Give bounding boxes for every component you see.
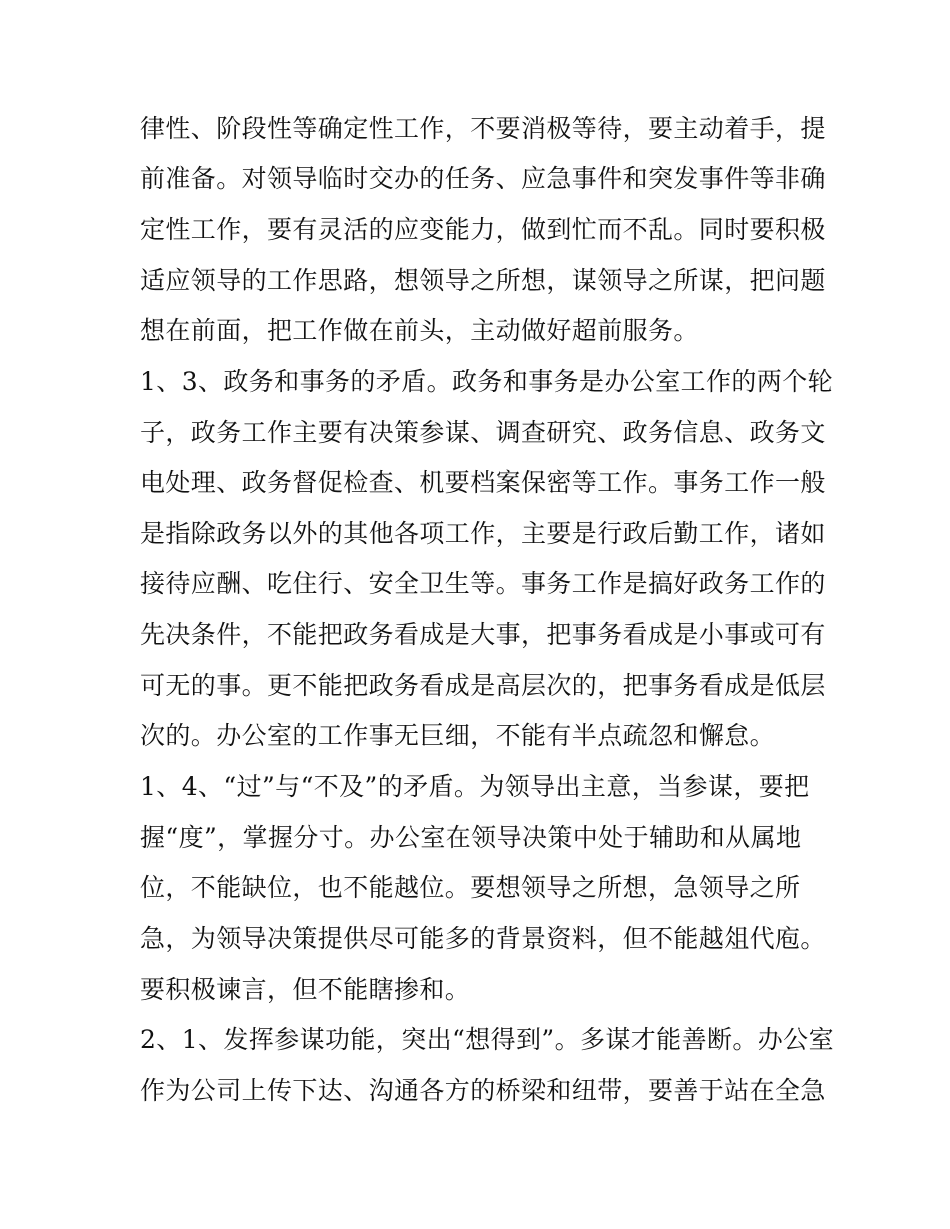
text-line-10: 接待应酬、吃住行、安全卫生等。事务工作是搞好政务工作的 xyxy=(140,569,826,598)
text-line-19: 2、1、发挥参谋功能，突出“想得到”。多谋才能善断。办公室 xyxy=(140,1025,834,1054)
text-line-18: 要积极谏言，但不能瞎掺和。 xyxy=(140,975,471,1004)
text-line-8: 电处理、政务督促检查、机要档案保密等工作。事务工作一般 xyxy=(140,468,826,497)
text-line-14: 1、4、“过”与“不及”的矛盾。为领导出主意，当参谋，要把 xyxy=(140,772,810,801)
text-line-17: 急，为领导决策提供尽可能多的背景资料，但不能越俎代庖。 xyxy=(140,924,826,953)
text-line-12: 可无的事。更不能把政务看成是高层次的，把事务看成是低层 xyxy=(140,671,826,700)
text-line-15: 握“度”，掌握分寸。办公室在领导决策中处于辅助和从属地 xyxy=(140,823,802,852)
text-line-4: 适应领导的工作思路，想领导之所想，谋领导之所谋，把问题 xyxy=(140,266,826,295)
text-line-16: 位，不能缺位，也不能越位。要想领导之所想，急领导之所 xyxy=(140,873,801,902)
text-line-2: 前准备。对领导临时交办的任务、应急事件和突发事件等非确 xyxy=(140,164,826,193)
text-line-6: 1、3、政务和事务的矛盾。政务和事务是办公室工作的两个轮 xyxy=(140,367,834,396)
text-line-11: 先决条件，不能把政务看成是大事，把事务看成是小事或可有 xyxy=(140,620,826,649)
text-line-20: 作为公司上传下达、沟通各方的桥梁和纽带，要善于站在全急 xyxy=(140,1076,826,1105)
text-line-1: 律性、阶段性等确定性工作，不要消极等待，要主动着手，提 xyxy=(140,114,826,143)
text-line-13: 次的。办公室的工作事无巨细，不能有半点疏忽和懈怠。 xyxy=(140,721,776,750)
text-line-5: 想在前面，把工作做在前头，主动做好超前服务。 xyxy=(140,316,699,345)
text-line-7: 子，政务工作主要有决策参谋、调查研究、政务信息、政务文 xyxy=(140,418,826,447)
text-line-3: 定性工作，要有灵活的应变能力，做到忙而不乱。同时要积极 xyxy=(140,215,826,244)
text-line-9: 是指除政务以外的其他各项工作，主要是行政后勤工作，诸如 xyxy=(140,519,826,548)
